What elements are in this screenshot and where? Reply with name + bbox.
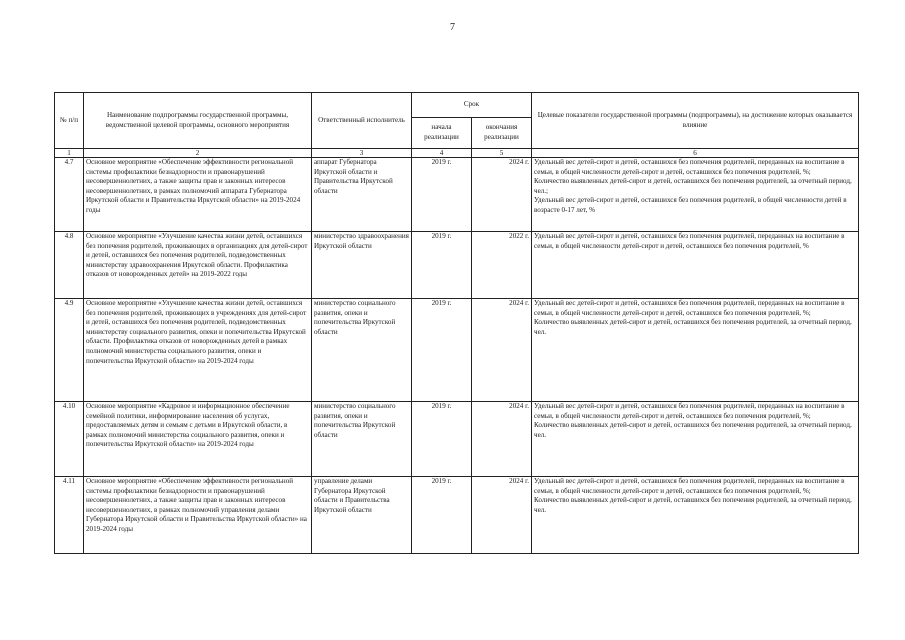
column-number: 5 (472, 149, 532, 158)
row-name: Основное мероприятие «Обеспечение эффективности региональной системы профилактики безнадзорности и правонарушений несовершеннолетних, а также защиты прав и законных интересов несовершеннолетних, в рамках полномочий управления делами Губернатора Иркутской области и Правительства Иркутской области» на 2019-2024 годы (84, 477, 312, 554)
row-end: 2024 г. (472, 299, 532, 402)
table-row (55, 402, 859, 477)
row-start: 2019 г. (412, 402, 472, 477)
row-name: Основное мероприятие «Улучшение качества жизни детей, оставшихся без попечения родителей, проживающих в организациях для детей-сирот и детей, оставшихся без попечения родителей, подведомственных министерству здравоохранения Иркутской области. Профилактика отказов от новорожденных детей» на 2019-2022 годы (84, 232, 312, 299)
header-end: окончания реализации (472, 118, 532, 149)
row-num: 4.11 (55, 477, 84, 554)
indicator: Удельный вес детей-сирот и детей, оставшихся без попечения родителей, переданных на воспитание в семьи, в общей численности детей-сирот и детей, оставшихся без попечения родителей, % (534, 232, 845, 250)
indicator: Количество выявленных детей-сирот и детей, оставшихся без попечения родителей, за отчетный период, чел. (534, 318, 852, 336)
indicator: Удельный вес детей-сирот и детей, оставшихся без попечения родителей, в общей численности детей в возрасте 0-17 лет, % (534, 196, 847, 214)
indicator: Удельный вес детей-сирот и детей, оставшихся без попечения родителей, переданных на воспитание в семьи, в общей численности детей-сирот и детей, оставшихся без попечения родителей, %; (534, 402, 845, 420)
column-number: 1 (55, 149, 84, 158)
row-num: 4.9 (55, 299, 84, 402)
row-name: Основное мероприятие «Улучшение качества жизни детей, оставшихся без попечения родителей, проживающих в учреждениях для детей-сирот и детей, оставшихся без попечения родителей, подведомственных министерству социального развития, опеки и попечительства Иркутской области. Профилактика отказов от новорожденных детей в рамках полномочий министерства социального развития, опеки и попечительства Иркутской области» на 2019-2024 годы (84, 299, 312, 402)
row-num: 4.7 (55, 158, 84, 232)
program-table (54, 92, 859, 554)
header-start: начала реализации (412, 118, 472, 149)
indicator: Удельный вес детей-сирот и детей, оставшихся без попечения родителей, переданных на воспитание в семьи, в общей численности детей-сирот и детей, оставшихся без попечения родителей, %; (534, 477, 845, 495)
row-indicators (532, 299, 859, 402)
row-start: 2019 г. (412, 299, 472, 402)
column-number: 6 (532, 149, 859, 158)
page-number: 7 (450, 22, 455, 33)
row-end: 2022 г. (472, 232, 532, 299)
indicator: Количество выявленных детей-сирот и детей, оставшихся без попечения родителей, за отчетный период, чел.; (534, 177, 852, 195)
indicator: Удельный вес детей-сирот и детей, оставшихся без попечения родителей, переданных на воспитание в семьи, в общей численности детей-сирот и детей, оставшихся без попечения родителей, %; (534, 158, 845, 176)
row-executor: управление делами Губернатора Иркутской области и Правительства Иркутской области (312, 477, 412, 554)
row-indicators (532, 477, 859, 554)
row-executor: аппарат Губернатора Иркутской области и Правительства Иркутской области (312, 158, 412, 232)
row-executor: министерство социального развития, опеки и попечительства Иркутской области (312, 299, 412, 402)
table-row (55, 299, 859, 402)
row-indicators (532, 158, 859, 232)
header-term: Срок (412, 93, 532, 118)
column-number: 4 (412, 149, 472, 158)
table-row (55, 477, 859, 554)
row-name: Основное мероприятие «Обеспечение эффективности региональной системы профилактики безнадзорности и правонарушений несовершеннолетних, а также защиты прав и законных интересов несовершеннолетних, в рамках полномочий аппарата Губернатора Иркутской области и Правительства Иркутской области» на 2019-2024 годы (84, 158, 312, 232)
row-end: 2024 г. (472, 402, 532, 477)
row-num: 4.10 (55, 402, 84, 477)
indicator: Количество выявленных детей-сирот и детей, оставшихся без попечения родителей, за отчетный период, чел. (534, 496, 852, 514)
column-number-row (55, 149, 859, 158)
row-executor: министерство социального развития, опеки и попечительства Иркутской области (312, 402, 412, 477)
indicator: Удельный вес детей-сирот и детей, оставшихся без попечения родителей, переданных на воспитание в семьи, в общей численности детей-сирот и детей, оставшихся без попечения родителей, %; (534, 299, 845, 317)
table-row (55, 232, 859, 299)
row-start: 2019 г. (412, 477, 472, 554)
row-indicators (532, 232, 859, 299)
header-indicators: Целевые показатели государственной программы (подпрограммы), на достижение которых оказывается влияние (532, 93, 859, 149)
column-number: 3 (312, 149, 412, 158)
row-start: 2019 г. (412, 232, 472, 299)
row-num: 4.8 (55, 232, 84, 299)
header-executor: Ответственный исполнитель (312, 93, 412, 149)
indicator: Количество выявленных детей-сирот и детей, оставшихся без попечения родителей, за отчетный период, чел. (534, 421, 852, 439)
row-name: Основное мероприятие «Кадровое и информационное обеспечение семейной политики, информирование населения об услугах, предоставляемых детям и семьям с детьми в Иркутской области, в рамках полномочий министерства социального развития, опеки и попечительства Иркутской области» на 2019-2024 годы (84, 402, 312, 477)
table-row (55, 158, 859, 232)
row-executor: министерство здравоохранения Иркутской области (312, 232, 412, 299)
column-number: 2 (84, 149, 312, 158)
header-name: Наименование подпрограммы государственной программы, ведомственной целевой программы, основного мероприятия (84, 93, 312, 149)
row-indicators (532, 402, 859, 477)
row-end: 2024 г. (472, 477, 532, 554)
row-start: 2019 г. (412, 158, 472, 232)
header-num: № п/п (55, 93, 84, 149)
row-end: 2024 г. (472, 158, 532, 232)
